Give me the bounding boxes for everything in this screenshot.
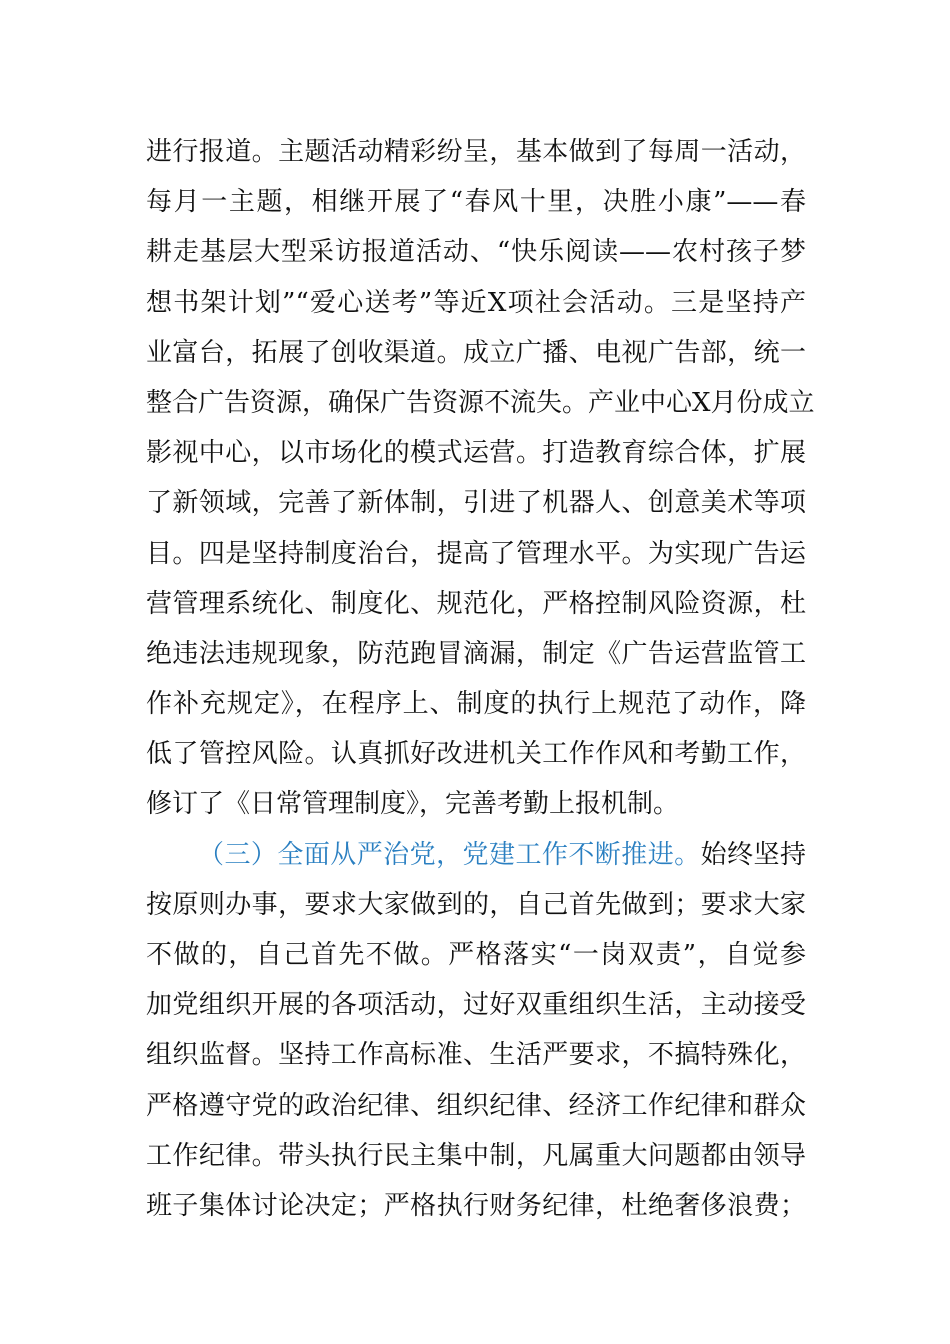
text-line: 每月一主题，相继开展了“春风十里，决胜小康”——春 — [146, 187, 806, 218]
text-line: 整合广告资源，确保广告资源不流失。产业中心X月份成立 — [146, 387, 815, 418]
text-line: 低了管控风险。认真抓好改进机关工作作风和考勤工作， — [146, 739, 806, 770]
text-line: 营管理系统化、制度化、规范化，严格控制风险资源，杜 — [146, 588, 806, 619]
text-line: 作补充规定》，在程序上、制度的执行上规范了动作，降 — [146, 689, 806, 720]
text-line: 进行报道。主题活动精彩纷呈，基本做到了每周一活动， — [146, 137, 806, 167]
text-line: 影视中心，以市场化的模式运营。打造教育综合体，扩展 — [146, 438, 806, 469]
text-line: 组织监督。坚持工作高标准、生活严要求，不搞特殊化， — [146, 1040, 806, 1071]
text-line: 绝违法违规现象，防范跑冒滴漏，制定《广告运营监管工 — [146, 638, 806, 669]
section-heading-tail: 始终坚持 — [700, 839, 806, 870]
text-line: 修订了《日常管理制度》，完善考勤上报机制。 — [146, 789, 680, 820]
text-line: 班子集体讨论决定；严格执行财务纪律，杜绝奢侈浪费； — [146, 1190, 806, 1221]
text-line: 严格遵守党的政治纪律、组织纪律、经济工作纪律和群众 — [146, 1090, 806, 1121]
text-line: 想书架计划”“爱心送考”等近X项社会活动。三是坚持产 — [146, 287, 806, 318]
text-line: 加党组织开展的各项活动，过好双重组织生活，主动接受 — [146, 990, 806, 1021]
text-line: 不做的，自己首先不做。严格落实“一岗双责”，自觉参 — [146, 940, 806, 970]
text-line: 业富台，拓展了创收渠道。成立广播、电视广告部，统一 — [146, 337, 806, 368]
section-heading-line — [146, 830, 806, 880]
text-line: 工作纪律。带头执行民主集中制，凡属重大问题都由领导 — [146, 1140, 806, 1171]
document-body — [146, 127, 815, 1231]
text-line: 了新领域，完善了新体制，引进了机器人、创意美术等项 — [146, 488, 806, 519]
section-heading: （三）全面从严治党，党建工作不断推进。 — [198, 839, 701, 870]
text-line: 耕走基层大型采访报道活动、“快乐阅读——农村孩子梦 — [146, 237, 806, 268]
text-line: 目。四是坚持制度治台，提高了管理水平。为实现广告运 — [146, 538, 806, 569]
text-line: 按原则办事，要求大家做到的，自己首先做到；要求大家 — [146, 889, 806, 920]
